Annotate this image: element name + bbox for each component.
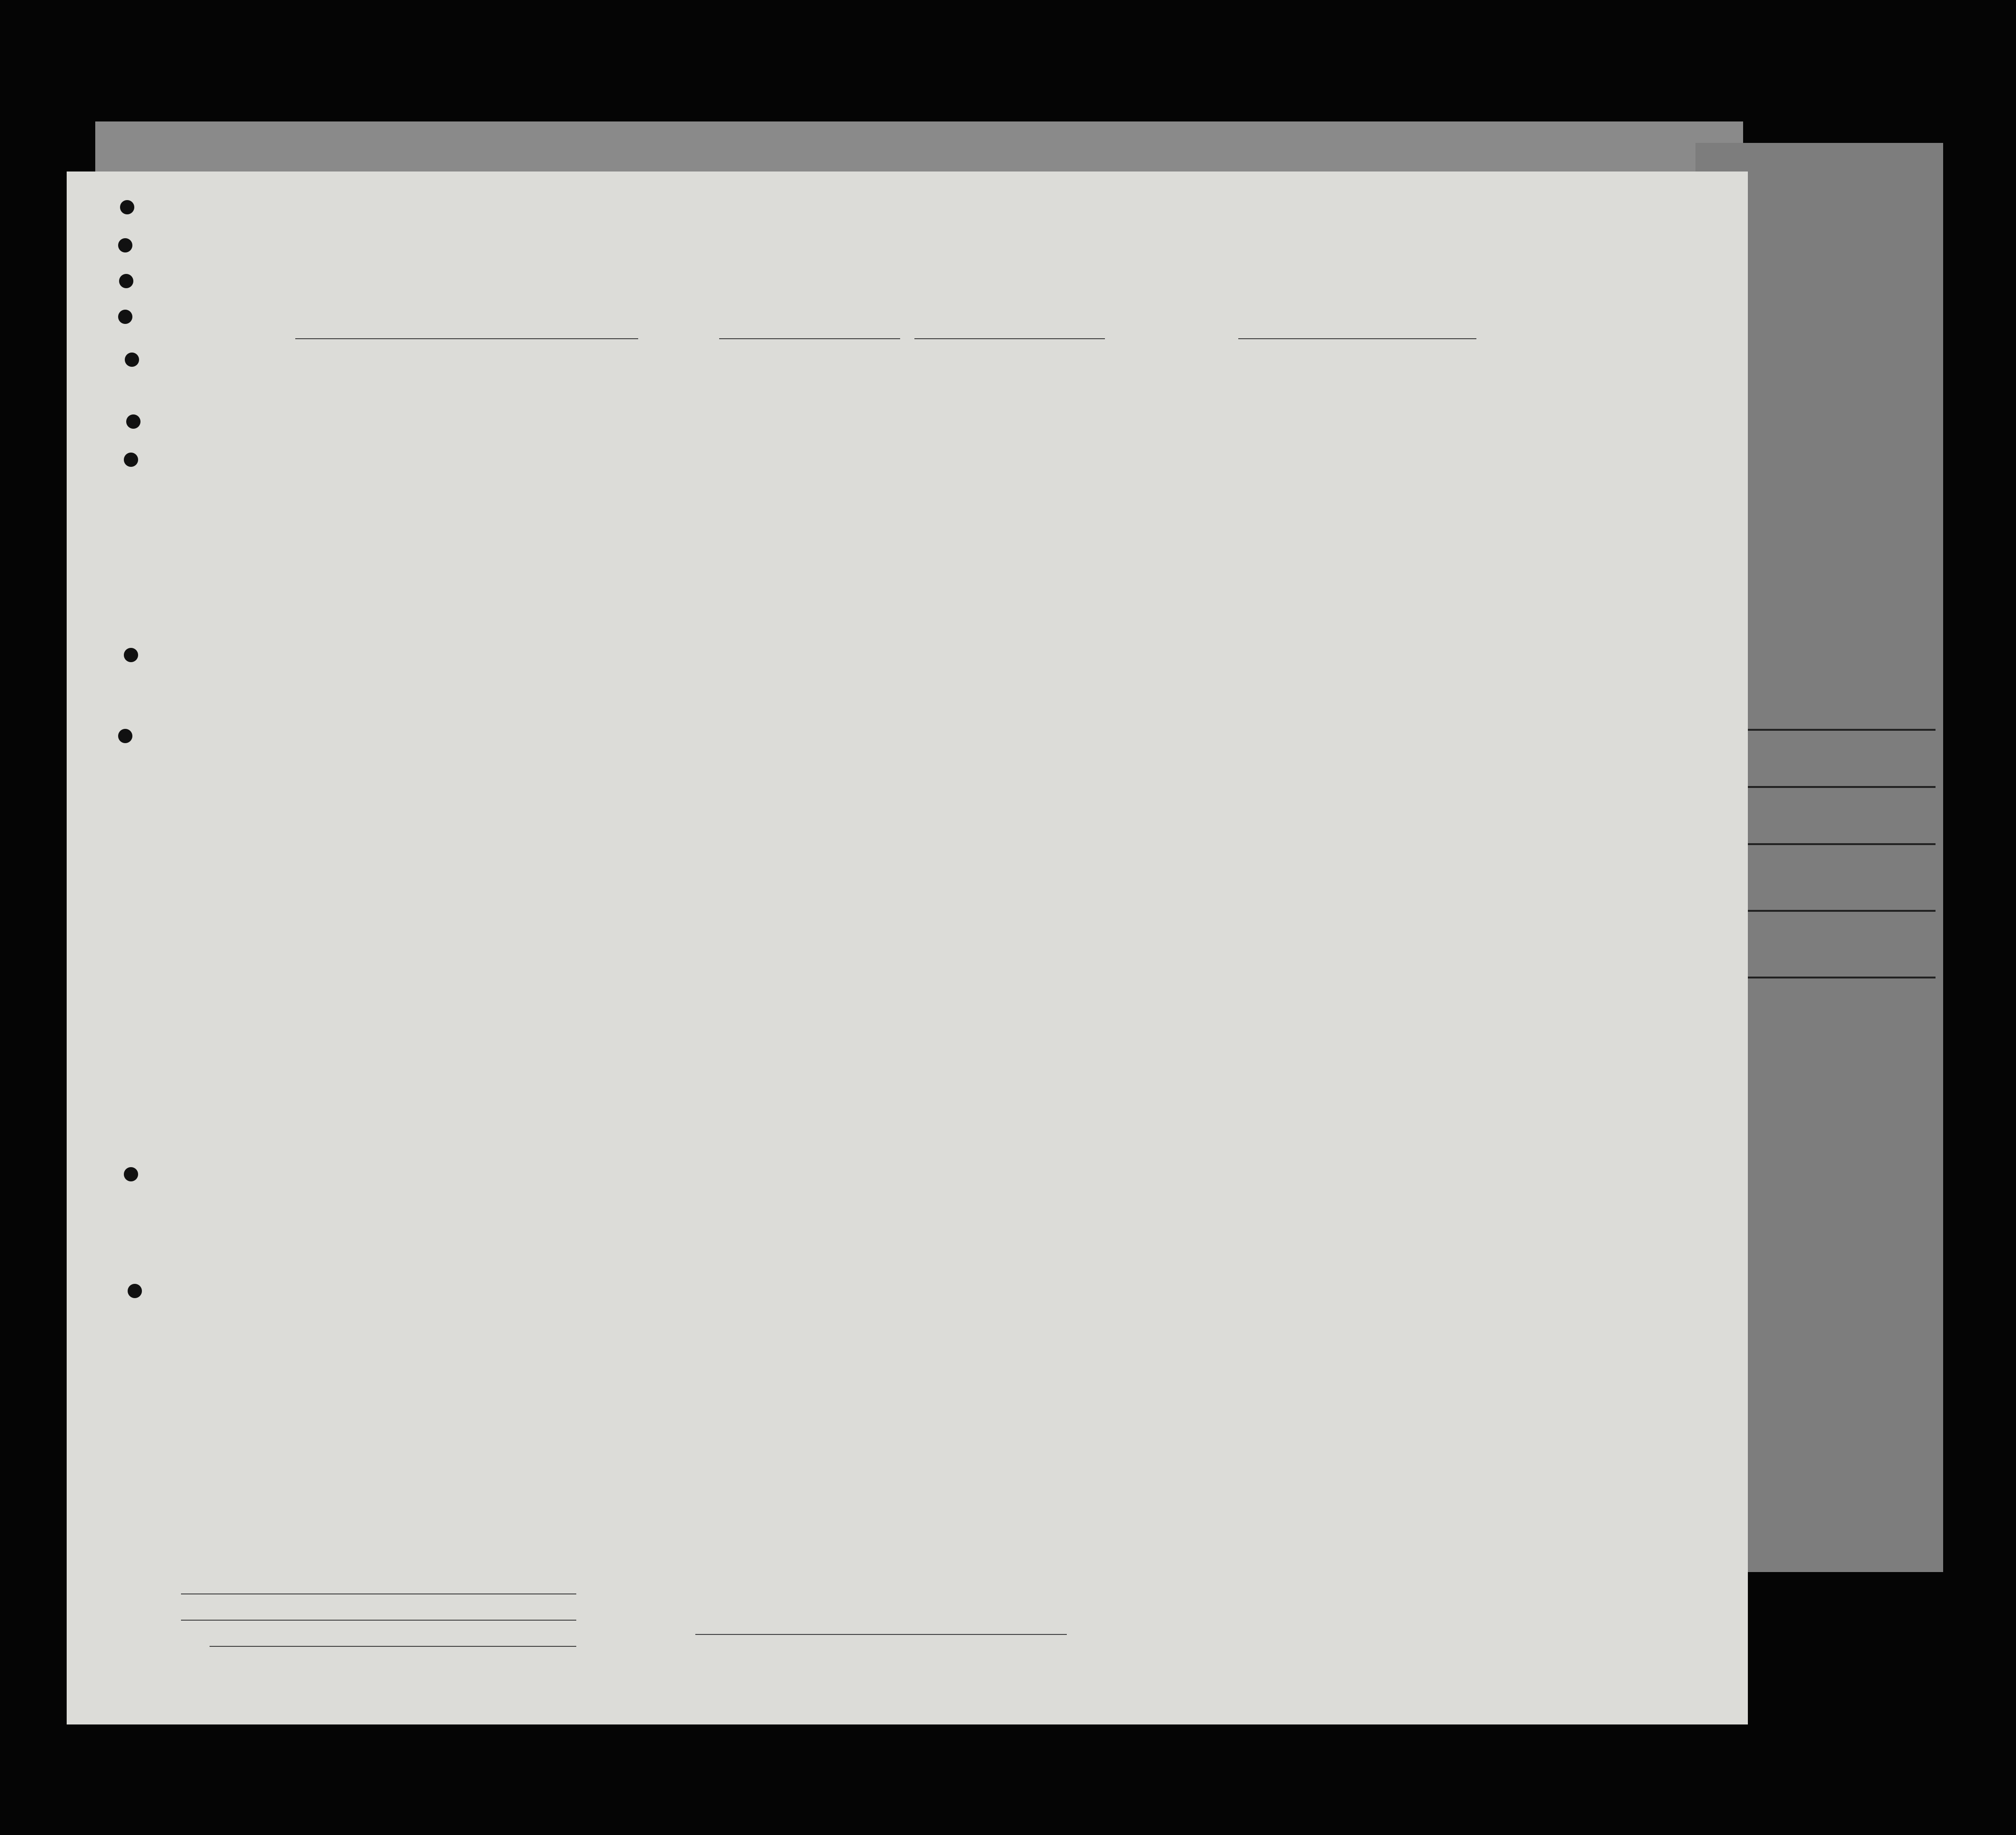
background-sheet-top xyxy=(95,121,1743,179)
crew-table xyxy=(133,353,1676,1729)
punch-hole xyxy=(118,729,132,743)
punch-hole xyxy=(118,310,132,324)
punch-hole xyxy=(120,200,134,214)
manifest-sheet xyxy=(67,171,1748,1724)
punch-hole xyxy=(119,274,133,288)
punch-hole xyxy=(118,238,132,252)
passenger-total-box xyxy=(1734,729,1936,1034)
